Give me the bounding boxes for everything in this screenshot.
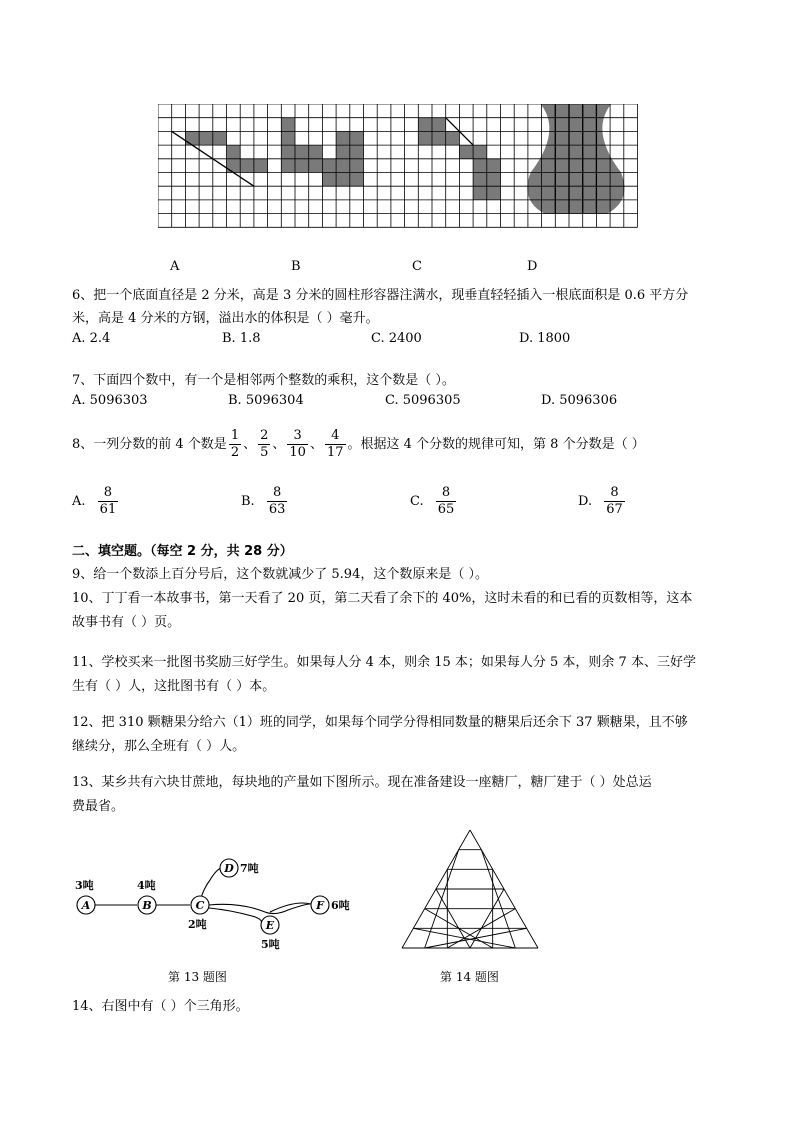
option-label-a: A: [170, 259, 180, 274]
shape-b-cell: [295, 159, 309, 173]
q8-fraction-3: $\frac{3}{10}$: [289, 428, 306, 460]
shape-a-cell: [213, 131, 227, 145]
shape-a-cell: [240, 159, 254, 173]
q6-option-c[interactable]: C. 2400: [371, 331, 422, 346]
figure-13-network: [70, 850, 360, 960]
shape-a-cell: [199, 131, 213, 145]
node-e-weight: 5吨: [261, 938, 280, 951]
question-6-line2: 米，高是 4 分米的方钢，溢出水的体积是（ ）毫升。: [72, 311, 379, 326]
q8-option-b[interactable]: B. $\frac{8}{63}$: [241, 485, 286, 517]
question-13-line2: 费最省。: [72, 799, 125, 814]
q8-fraction-1: $\frac{1}{2}$: [230, 428, 240, 460]
shape-c-cell: [432, 118, 446, 132]
node-d-weight: 7吨: [240, 862, 259, 875]
shape-b-cell: [281, 131, 295, 145]
question-12-line1: 12、把 310 颗糖果分给六（1）班的同学，如果每个同学分得相同数量的糖果后还余下 37 颗糖果，且不够: [72, 715, 688, 730]
shape-b-cell: [350, 173, 364, 187]
section-2-heading: 二、填空题。（每空 2 分，共 28 分）: [72, 544, 293, 559]
q8-fraction-4: $\frac{4}{17}$: [326, 428, 344, 460]
shape-c-cell: [473, 145, 487, 159]
question-12-line2: 继续分，那么全班有（ ）人。: [72, 739, 246, 754]
shape-b-cell: [281, 145, 295, 159]
option-label-b: B: [291, 259, 301, 274]
shape-c-cell: [487, 159, 501, 173]
shape-b-cell: [336, 159, 350, 173]
shape-c-cell: [473, 186, 487, 200]
option-label-c: C: [412, 259, 422, 274]
q7-option-c[interactable]: C. 5096305: [385, 393, 461, 408]
shape-b-cell: [309, 145, 323, 159]
shape-c-cell: [432, 131, 446, 145]
shape-c-cell: [418, 131, 432, 145]
q7-option-a[interactable]: A. 5096303: [72, 393, 148, 408]
shape-a-cell: [254, 159, 268, 173]
node-b-weight: 4吨: [137, 879, 156, 892]
shape-b-cell: [281, 159, 295, 173]
q8-prefix: 8、一列分数的前 4 个数是: [72, 437, 227, 452]
shape-b-cell: [350, 131, 364, 145]
q8-fraction-2: $\frac{2}{5}$: [260, 428, 269, 460]
question-10-line2: 故事书有（ ）页。: [72, 615, 181, 630]
node-f-id: F: [316, 899, 324, 912]
q8-option-c[interactable]: C. $\frac{8}{65}$: [410, 485, 455, 517]
question-13-line1: 13、某乡共有六块甘蔗地，每块地的产量如下图所示。现在准备建设一座糖厂，糖厂建于（ ）处总运: [72, 775, 652, 790]
shape-c-cell: [446, 131, 460, 145]
figure-13-caption: 第 13 题图: [168, 970, 227, 984]
question-11-line2: 生有（ ）人，这批图书有（ ）本。: [72, 679, 276, 694]
shape-b-cell: [336, 145, 350, 159]
node-a-weight: 3吨: [75, 879, 94, 892]
node-e-id: E: [265, 919, 275, 932]
q6-option-a[interactable]: A. 2.4: [72, 331, 111, 346]
shape-c-cell: [487, 186, 501, 200]
q6-option-b[interactable]: B. 1.8: [222, 331, 261, 346]
shape-c-cell: [473, 159, 487, 173]
shape-c-cell: [487, 173, 501, 187]
shape-b-cell: [336, 173, 350, 187]
shape-b-cell: [281, 118, 295, 132]
figure-14-triangle: [395, 826, 545, 954]
shape-c-cell: [418, 118, 432, 132]
node-b-id: B: [142, 899, 152, 912]
question-11-line1: 11、学校买来一批图书奖励三好学生。如果每人分 4 本，则余 15 本；如果每人分 5 本，则余 7 本、三好学: [72, 655, 696, 670]
q7-option-b[interactable]: B. 5096304: [228, 393, 304, 408]
q8-option-d[interactable]: D. $\frac{8}{67}$: [578, 485, 623, 517]
question-7-stem: 7、下面四个数中，有一个是相邻两个整数的乘积，这个数是（ ）。: [72, 373, 455, 388]
shape-c-cell: [459, 145, 473, 159]
shape-b-cell: [309, 159, 323, 173]
grid-figure: [158, 104, 638, 230]
shape-b-cell: [350, 145, 364, 159]
question-14: 14、右图中有（ ）个三角形。: [72, 999, 249, 1014]
q6-option-d[interactable]: D. 1800: [519, 331, 571, 346]
shape-b-cell: [350, 159, 364, 173]
node-d-id: D: [224, 862, 234, 875]
shape-b-cell: [336, 131, 350, 145]
q8-option-a[interactable]: A. $\frac{8}{61}$: [72, 485, 117, 517]
shape-a-cell: [227, 145, 241, 159]
node-f-weight: 6吨: [331, 899, 350, 912]
question-10-line1: 10、丁丁看一本故事书，第一天看了 20 页，第二天看了余下的 40%，这时未看的和已看的页数相等，这本: [72, 591, 693, 606]
question-9: 9、给一个数添上百分号后，这个数就减少了 5.94，这个数原来是（ ）。: [72, 567, 488, 582]
node-c-id: C: [195, 899, 205, 912]
shape-b-cell: [295, 145, 309, 159]
shape-a-cell: [185, 131, 199, 145]
shape-b-cell: [322, 159, 336, 173]
question-6-line1: 6、把一个底面直径是 2 分米，高是 3 分米的圆柱形容器注满水，现垂直轻轻插入一根底面积是 0.6 平方分: [72, 288, 689, 303]
figure-14-caption: 第 14 题图: [440, 970, 499, 984]
node-a-id: A: [81, 899, 91, 912]
shape-c-cell: [473, 173, 487, 187]
question-8-stem: 8、一列分数的前 4 个数是 $\frac{1}{2}$ 、 $\frac{2}{5}$ 、 $\frac{3}{10}$ 、 $\frac{4}{17}$ 。根据这 4 个分数的规律可知，第 8 个分数是（ ）: [72, 428, 645, 460]
option-label-d: D: [527, 259, 538, 274]
q8-suffix: 。根据这 4 个分数的规律可知，第 8 个分数是（ ）: [347, 437, 645, 452]
node-c-weight: 2吨: [188, 918, 207, 931]
shape-b-cell: [322, 173, 336, 187]
q7-option-d[interactable]: D. 5096306: [541, 393, 618, 408]
shape-a-cell: [227, 159, 241, 173]
